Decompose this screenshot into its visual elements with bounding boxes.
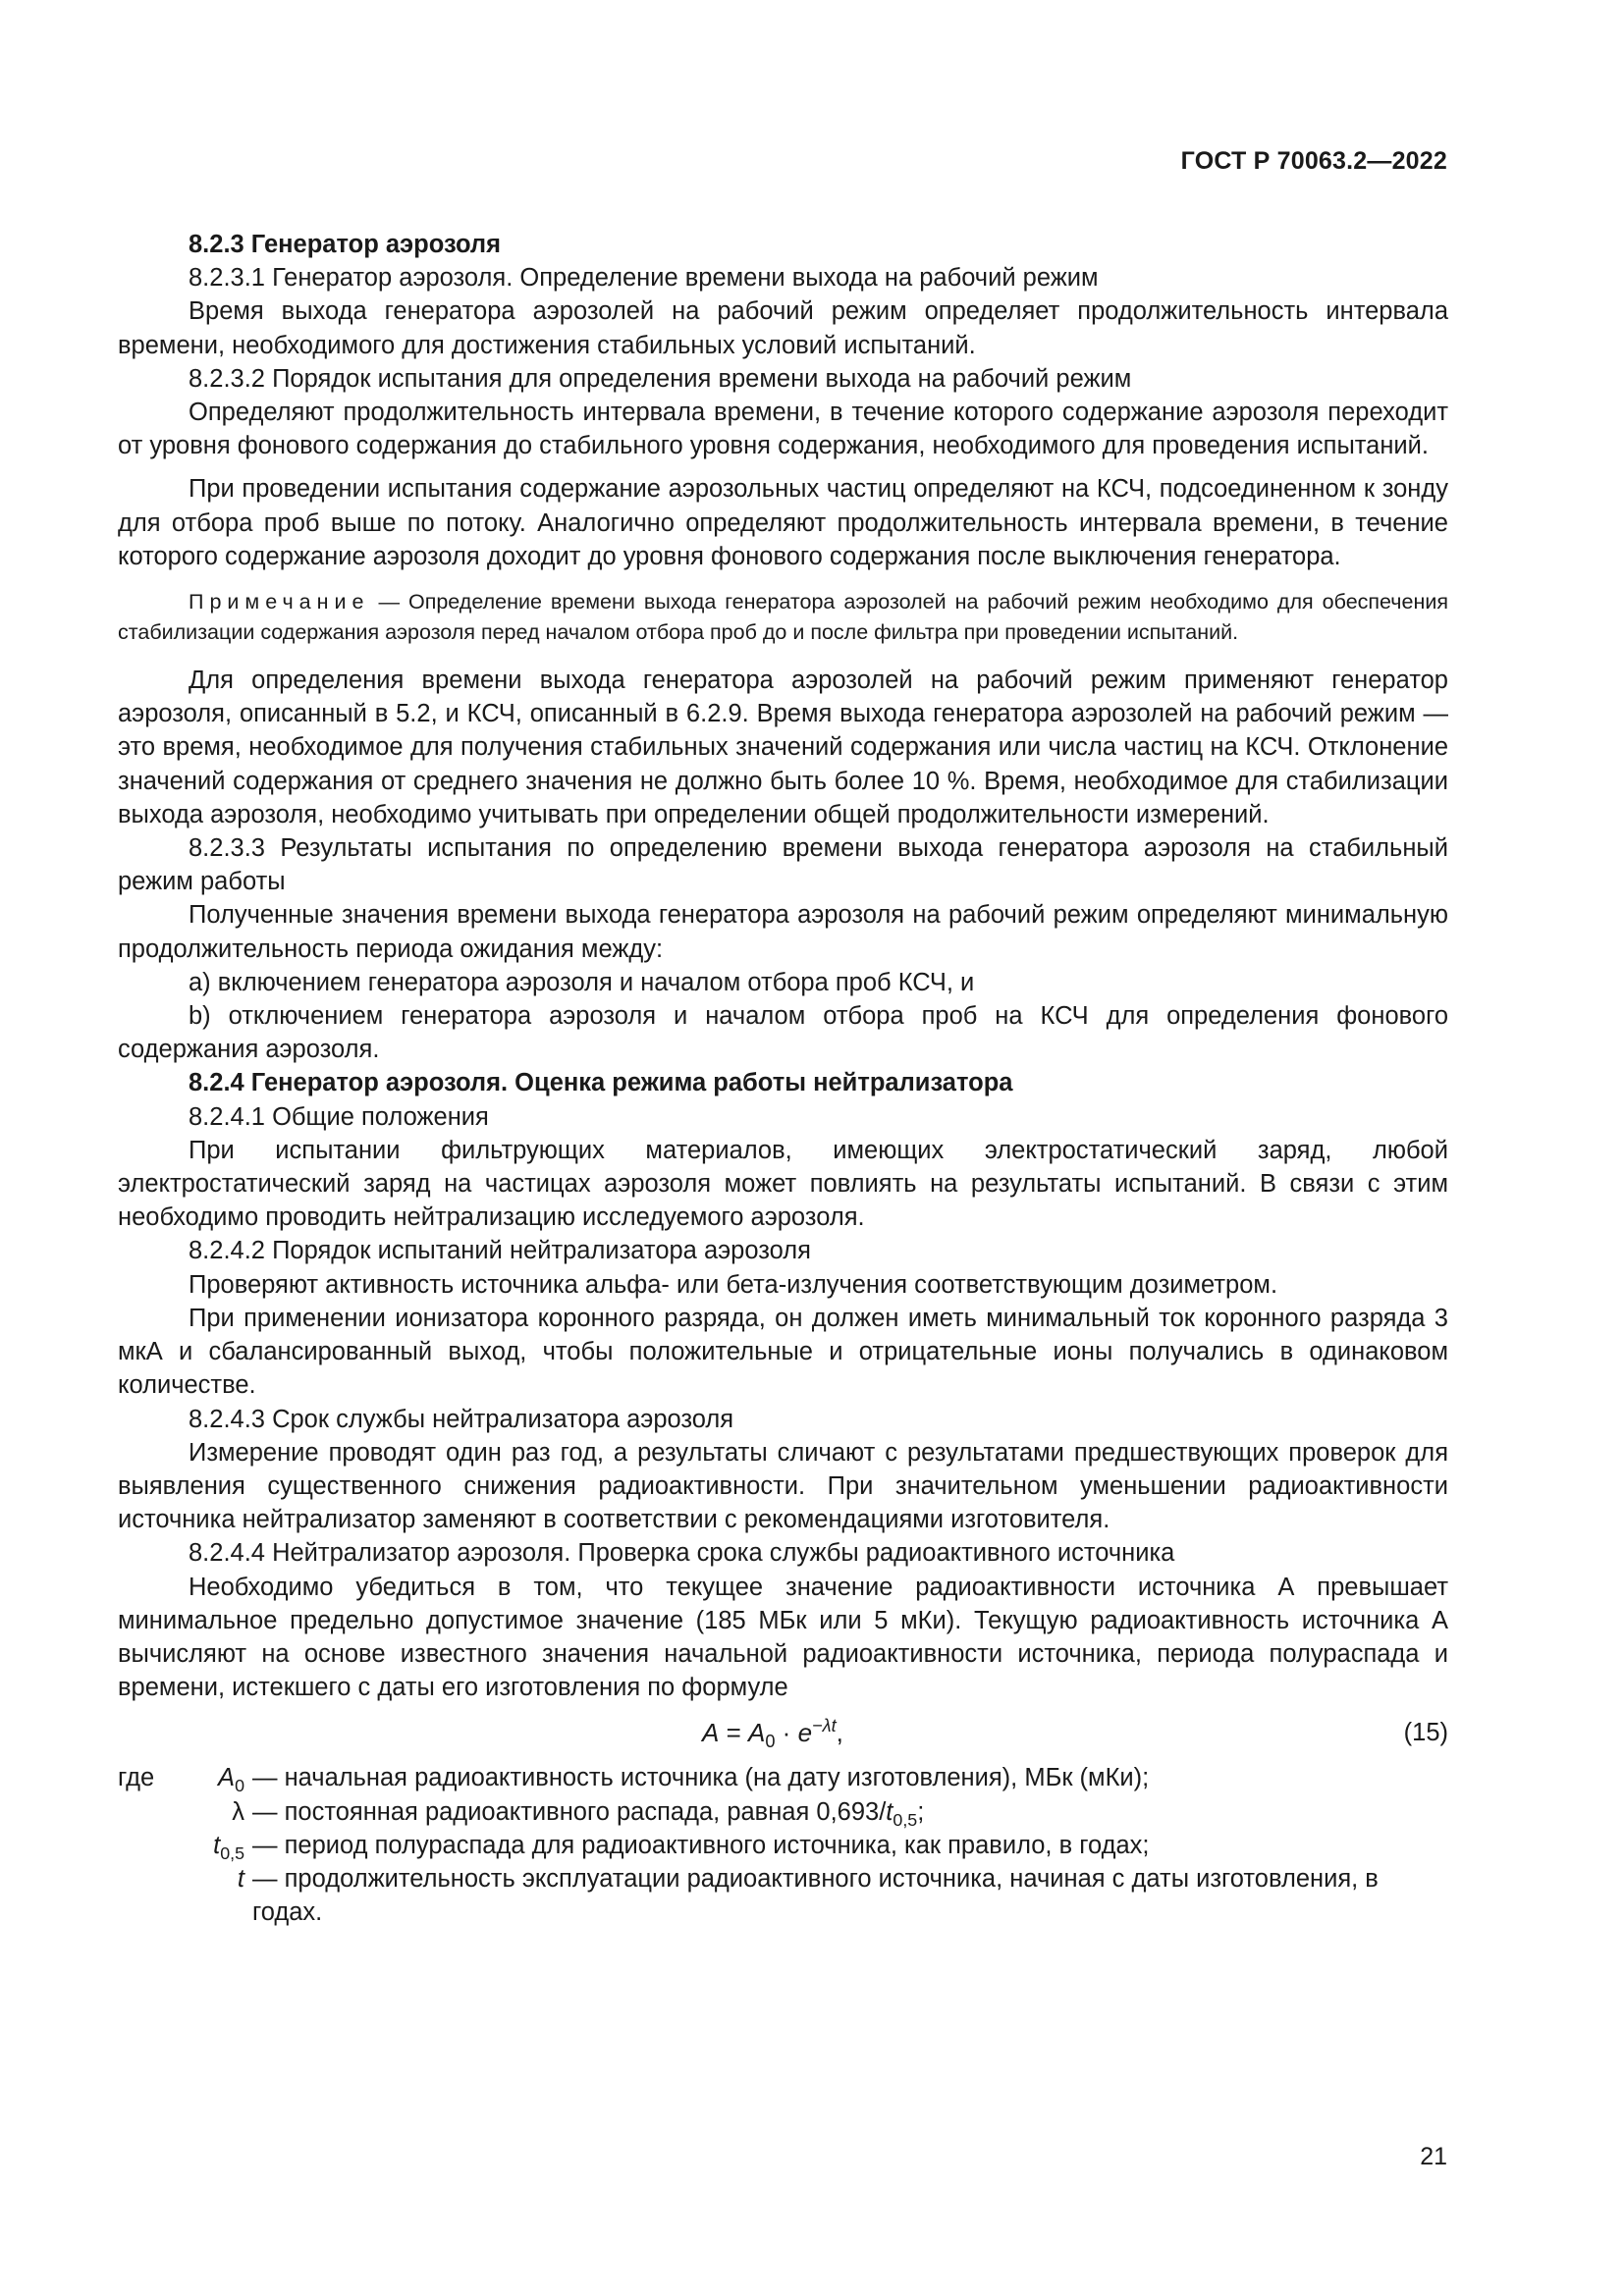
- note-text: — Определение времени выхода генератора аэрозолей на рабочий режим необходимо для обеспечения стабилизации содержания аэрозоля перед началом отбора проб до и после фильтра при проведении испытаний.: [118, 590, 1448, 645]
- subsection-8-2-4-4: 8.2.4.4 Нейтрализатор аэрозоля. Проверка срока службы радиоактивного источника: [189, 1539, 1175, 1568]
- definition-a0: где $A_0$ — начальная радиоактивность источника (на дату изготовления), МБк (мКи);: [118, 1764, 1150, 1796]
- section-8-2-3-heading: 8.2.3 Генератор аэрозоля: [189, 231, 502, 258]
- paragraph: Необходимо убедиться в том, что текущее значение радиоактивности источника А превышает минимальное предельно допустимое значение (185 МБк или 5 мКи). Текущую радиоактивность источника А вычисляют на основе известного значения начальной радиоактивности источника, периода полураспада и времени, истекшего с даты его изготовления по формуле: [118, 1573, 1448, 1702]
- paragraph: Определяют продолжительность интервала времени, в течение которого содержание аэрозоля переходит от уровня фонового содержания до стабильного уровня содержания, необходимого для проведения испытаний.: [118, 399, 1448, 460]
- paragraph: При проведении испытания содержание аэрозольных частиц определяют на КСЧ, подсоединенном к зонду для отбора проб выше по потоку. Аналогично определяют продолжительность интервала времени, в течение которого содержание аэрозоля доходит до уровня фонового содержания после выключения генератора.: [118, 475, 1448, 570]
- formula-definitions: [118, 1761, 1448, 1929]
- list-item-b: b) отключением генератора аэрозоля и началом отбора проб на КСЧ для определения фонового содержания аэрозоля.: [118, 1002, 1448, 1064]
- formula-expression: $A = A_0 \cdot e^{-\lambda t}$,: [702, 1716, 843, 1752]
- note-label: Примечание: [189, 590, 370, 614]
- paragraph: Измерение проводят один раз год, а результаты сличают с результатами предшествующих проверок для выявления существенного снижения радиоактивности. При значительном уменьшении радиоактивности источника нейтрализатор заменяют в соответствии с рекомендациями изготовителя.: [118, 1438, 1448, 1534]
- paragraph: При применении ионизатора коронного разряда, он должен иметь минимальный ток коронного разряда 3 мкА и сбалансированный выход, чтобы положительные и отрицательные ионы получались в одинаковом количестве.: [118, 1304, 1448, 1400]
- paragraph: При испытании фильтрующих материалов, имеющих электростатический заряд, любой электростатический заряд на частицах аэрозоля может повлиять на результаты испытаний. В связи с этим необходимо проводить нейтрализацию исследуемого аэрозоля.: [118, 1136, 1448, 1232]
- paragraph: Время выхода генератора аэрозолей на рабочий режим определяет продолжительность интервала времени, необходимого для достижения стабильных условий испытаний.: [118, 297, 1448, 359]
- list-item-a: a) включением генератора аэрозоля и началом отбора проб КСЧ, и: [189, 968, 975, 996]
- page-content: [118, 228, 1448, 1929]
- subsection-8-2-3-3: 8.2.3.3 Результаты испытания по определению времени выхода генератора аэрозоля на стабильный режим работы: [118, 834, 1448, 896]
- subsection-8-2-4-2: 8.2.4.2 Порядок испытаний нейтрализатора аэрозоля: [189, 1237, 811, 1265]
- subsection-8-2-3-1: 8.2.3.1 Генератор аэрозоля. Определение времени выхода на рабочий режим: [189, 264, 1099, 293]
- paragraph: Полученные значения времени выхода генератора аэрозоля на рабочий режим определяют минимальную продолжительность периода ожидания между:: [118, 901, 1448, 963]
- formula-number: (15): [1403, 1719, 1448, 1747]
- formula-15: [118, 1712, 1448, 1759]
- definition-lambda: λ — постоянная радиоактивного распада, равная $0,693/t_{0,5}$;: [232, 1797, 925, 1830]
- note: [118, 587, 1448, 648]
- document-code: ГОСТ Р 70063.2—2022: [1180, 147, 1447, 175]
- paragraph: Для определения времени выхода генератора аэрозолей на рабочий режим применяют генератор аэрозоля, описанный в 5.2, и КСЧ, описанный в 6.2.9. Время выхода генератора аэрозолей на рабочий режим — это время, необходимое для получения стабильных значений содержания или числа частиц на КСЧ. Отклонение значений содержания от среднего значения не должно быть более 10 %. Время, необходимое для стабилизации выхода аэрозоля, необходимо учитывать при определении общей продолжительности измерений.: [118, 667, 1448, 828]
- section-8-2-4-heading: 8.2.4 Генератор аэрозоля. Оценка режима работы нейтрализатора: [189, 1069, 1013, 1097]
- subsection-8-2-4-1: 8.2.4.1 Общие положения: [189, 1102, 489, 1131]
- subsection-8-2-4-3: 8.2.4.3 Срок службы нейтрализатора аэрозоля: [189, 1405, 734, 1433]
- subsection-8-2-3-2: 8.2.3.2 Порядок испытания для определения времени выхода на рабочий режим: [189, 364, 1132, 393]
- paragraph: Проверяют активность источника альфа- или бета-излучения соответствующим дозиметром.: [189, 1270, 1278, 1299]
- page-number: 21: [1420, 2143, 1447, 2170]
- definition-t-half: $t_{0,5}$ — период полураспада для радиоактивного источника, как правило, в годах;: [213, 1831, 1150, 1863]
- definition-t: t — продолжительность эксплуатации радиоактивного источника, начиная с даты изготовления, в годах.: [237, 1864, 1379, 1927]
